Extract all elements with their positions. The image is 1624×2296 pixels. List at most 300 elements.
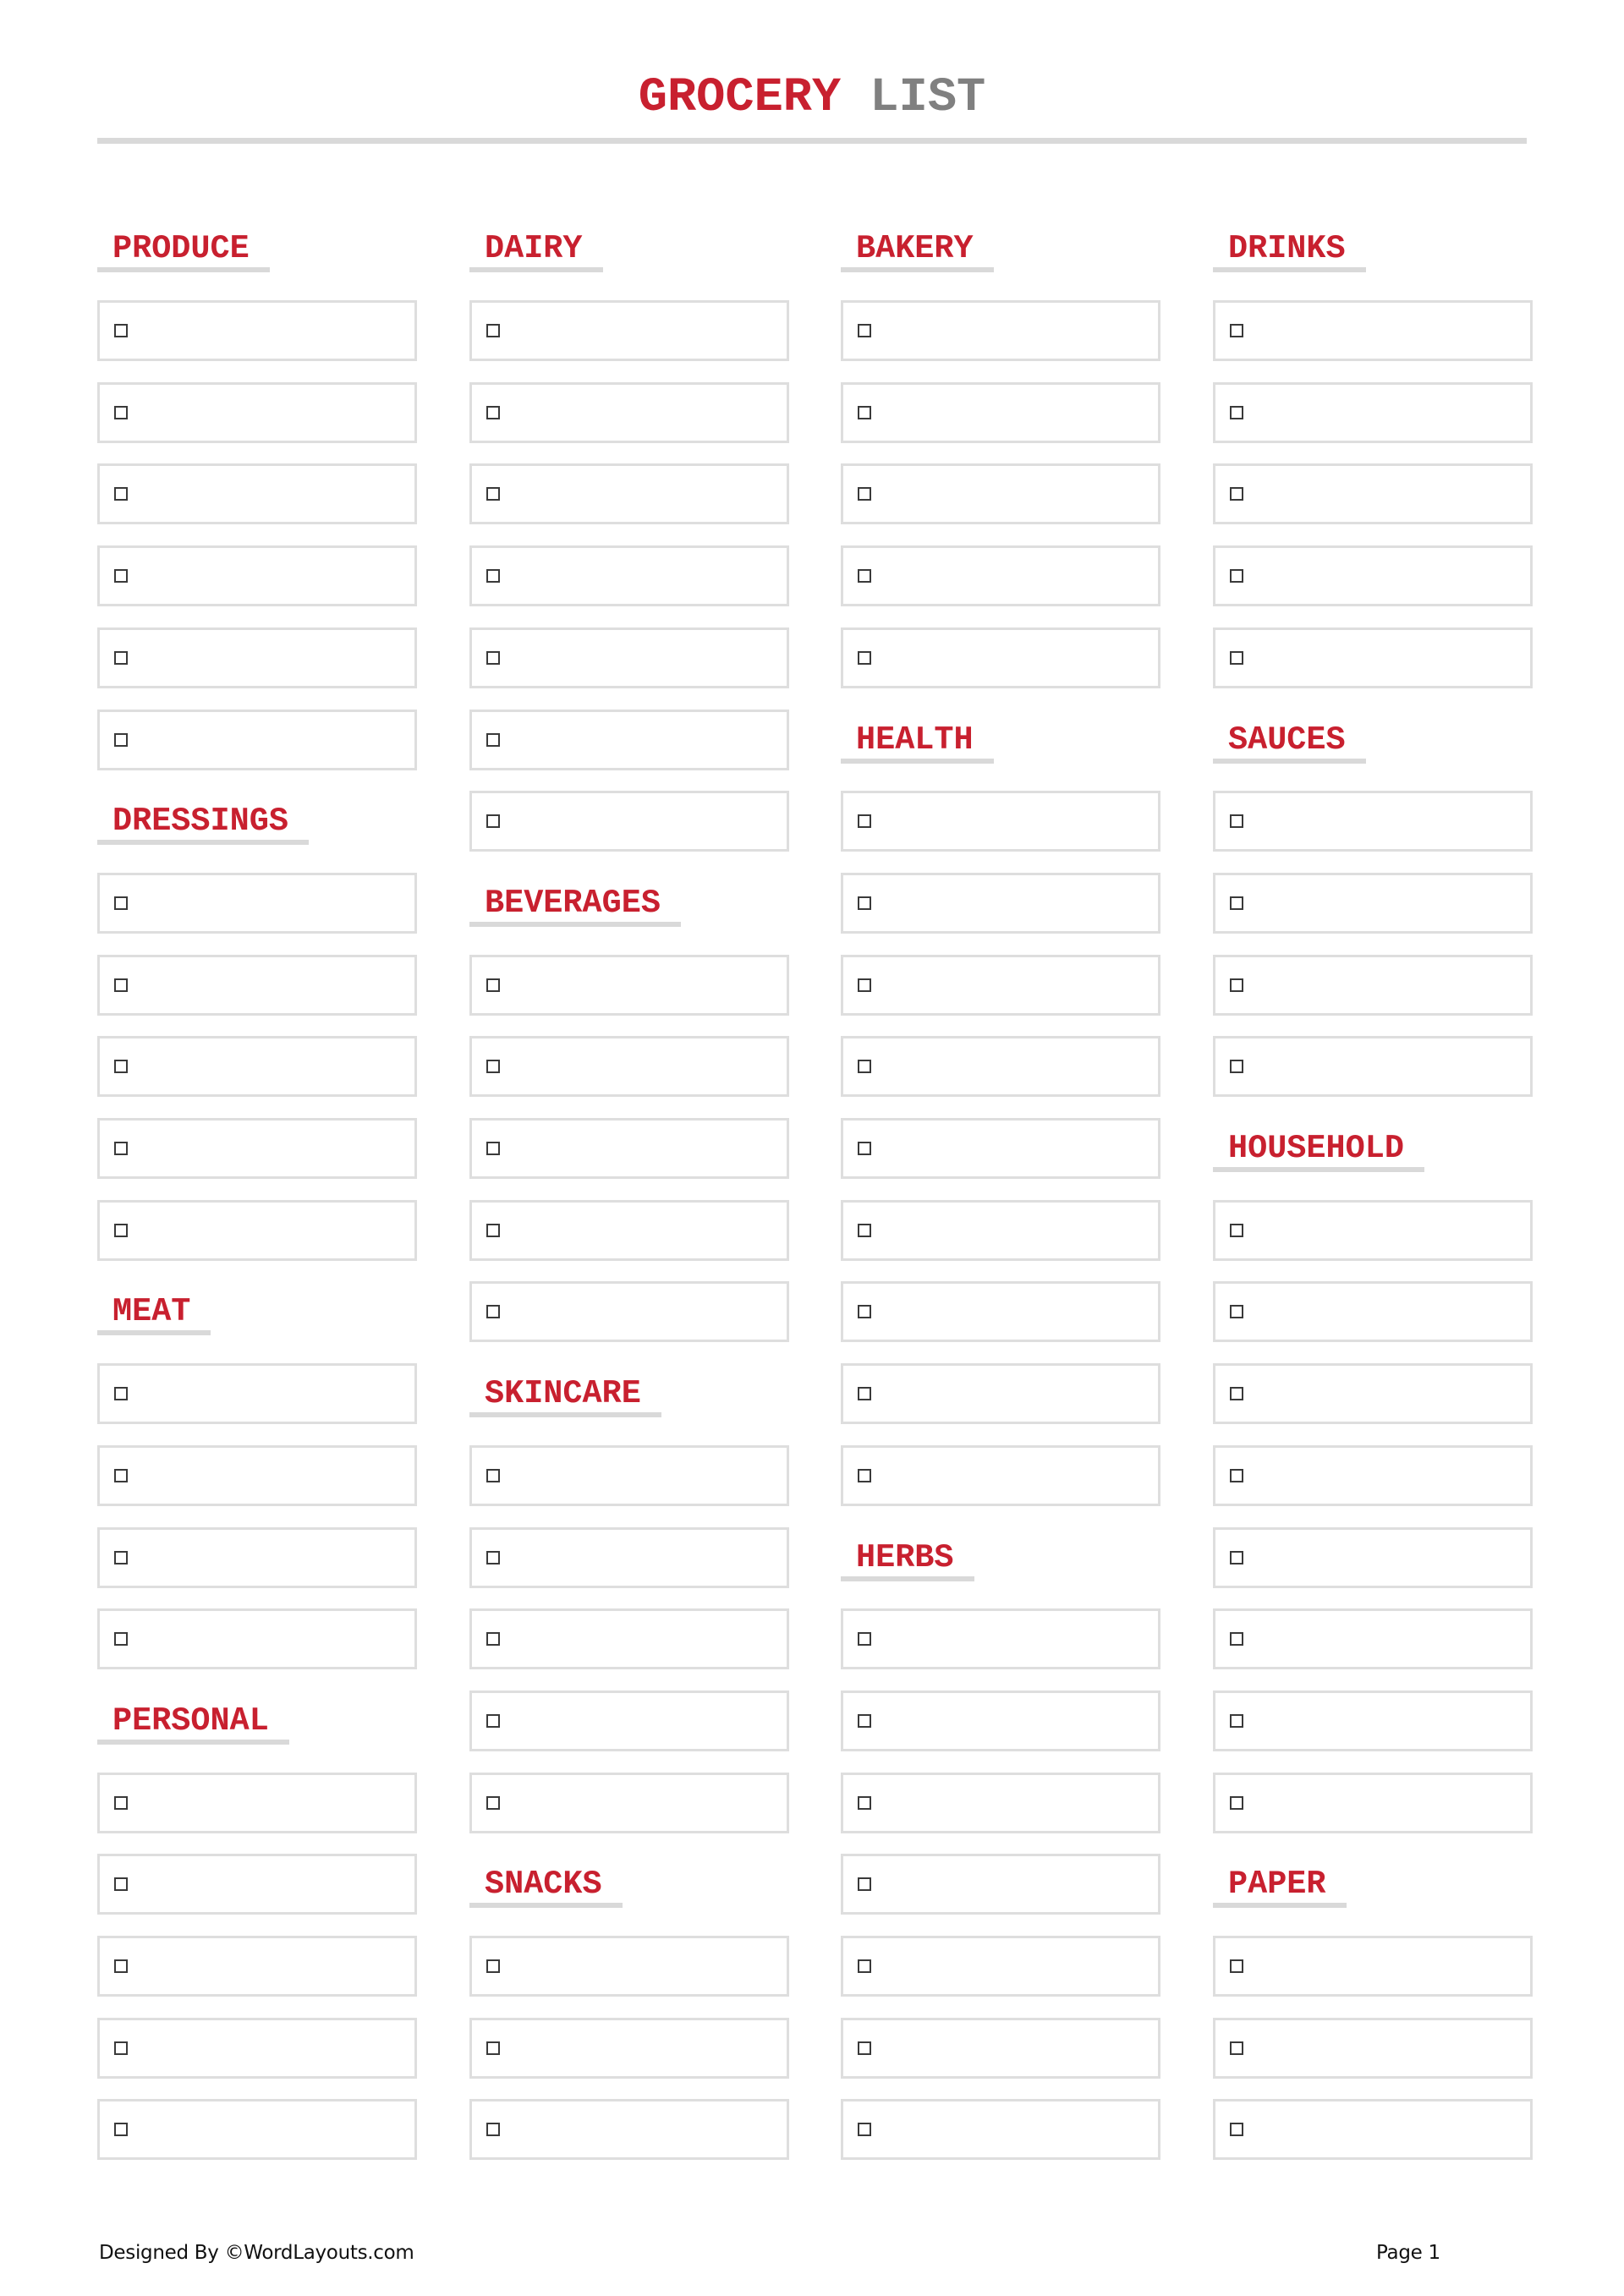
empty-checkbox-icon[interactable] <box>114 406 128 419</box>
list-item-slot <box>97 1936 417 1997</box>
section-heading-label: PRODUCE <box>112 230 250 268</box>
list-item-slot <box>469 627 789 688</box>
item-text[interactable] <box>514 957 776 1013</box>
item-text[interactable] <box>142 548 404 604</box>
item-text[interactable] <box>886 466 1148 522</box>
empty-checkbox-icon[interactable] <box>1230 814 1243 828</box>
snacks-item-field[interactable] <box>469 2018 789 2079</box>
empty-checkbox-icon[interactable] <box>114 569 128 583</box>
bakery-item-field[interactable] <box>841 545 1160 606</box>
dairy-item-field[interactable] <box>469 300 789 361</box>
item-text[interactable] <box>514 466 776 522</box>
empty-checkbox-icon[interactable] <box>1230 1959 1243 1973</box>
dressings-item-field[interactable] <box>97 955 417 1016</box>
empty-checkbox-icon[interactable] <box>1230 1305 1243 1318</box>
empty-checkbox-icon[interactable] <box>486 651 500 665</box>
list-item-slot <box>841 627 1160 688</box>
section-snacks <box>469 1854 789 1915</box>
personal-item-field[interactable] <box>97 2099 417 2160</box>
item-text[interactable] <box>1258 2101 1520 2157</box>
list-item-slot <box>1213 2018 1533 2079</box>
empty-checkbox-icon[interactable] <box>114 324 128 337</box>
empty-checkbox-icon[interactable] <box>114 2123 128 2136</box>
drinks-item-field[interactable] <box>1213 463 1533 524</box>
item-text[interactable] <box>886 1284 1148 1340</box>
item-text[interactable] <box>142 1938 404 1994</box>
item-text[interactable] <box>1258 1203 1520 1258</box>
household-item-field[interactable] <box>1213 1363 1533 1424</box>
section-heading-dairy <box>469 218 603 272</box>
herbs-item-field[interactable] <box>841 1690 1160 1751</box>
dairy-item-field[interactable] <box>469 463 789 524</box>
empty-checkbox-icon[interactable] <box>858 896 871 910</box>
dairy-item-field[interactable] <box>469 791 789 852</box>
item-text[interactable] <box>886 630 1148 686</box>
empty-checkbox-icon[interactable] <box>1230 1551 1243 1564</box>
item-text[interactable] <box>142 385 404 441</box>
item-text[interactable] <box>1258 1284 1520 1340</box>
list-item-slot <box>841 2018 1160 2079</box>
item-text[interactable] <box>142 2020 404 2076</box>
dairy-item-field[interactable] <box>469 545 789 606</box>
item-text[interactable] <box>142 1203 404 1258</box>
empty-checkbox-icon[interactable] <box>858 814 871 828</box>
empty-checkbox-icon[interactable] <box>1230 1469 1243 1482</box>
item-text[interactable] <box>886 1366 1148 1422</box>
section-heading-produce <box>97 218 270 272</box>
item-text[interactable] <box>1258 1693 1520 1749</box>
item-text[interactable] <box>142 1038 404 1094</box>
empty-checkbox-icon[interactable] <box>114 978 128 992</box>
empty-checkbox-icon[interactable] <box>1230 1387 1243 1400</box>
section-heading-label: MEAT <box>112 1293 191 1331</box>
item-text[interactable] <box>886 957 1148 1013</box>
item-text[interactable] <box>1258 1530 1520 1586</box>
empty-checkbox-icon[interactable] <box>858 487 871 501</box>
empty-checkbox-icon[interactable] <box>858 1387 871 1400</box>
empty-checkbox-icon[interactable] <box>1230 406 1243 419</box>
item-text[interactable] <box>886 1121 1148 1176</box>
empty-checkbox-icon[interactable] <box>486 814 500 828</box>
list-item-slot <box>97 2018 417 2079</box>
item-text[interactable] <box>514 385 776 441</box>
empty-checkbox-icon[interactable] <box>486 1305 500 1318</box>
empty-checkbox-icon[interactable] <box>1230 1714 1243 1728</box>
item-text[interactable] <box>142 303 404 359</box>
empty-checkbox-icon[interactable] <box>486 733 500 747</box>
section-drinks <box>1213 218 1533 279</box>
paper-item-field[interactable] <box>1213 2099 1533 2160</box>
sauces-item-field[interactable] <box>1213 1036 1533 1097</box>
item-text[interactable] <box>886 1611 1148 1667</box>
dressings-item-field[interactable] <box>97 1118 417 1179</box>
section-heading-herbs <box>841 1527 974 1581</box>
item-text[interactable] <box>142 712 404 768</box>
empty-checkbox-icon[interactable] <box>114 1224 128 1237</box>
section-health <box>841 710 1160 770</box>
list-item-slot <box>841 1363 1160 1424</box>
list-item-slot <box>1213 955 1533 1016</box>
household-item-field[interactable] <box>1213 1281 1533 1342</box>
item-text[interactable] <box>1258 1938 1520 1994</box>
empty-checkbox-icon[interactable] <box>114 2041 128 2055</box>
empty-checkbox-icon[interactable] <box>114 1796 128 1810</box>
empty-checkbox-icon[interactable] <box>1230 2123 1243 2136</box>
empty-checkbox-icon[interactable] <box>486 2123 500 2136</box>
empty-checkbox-icon[interactable] <box>858 1469 871 1482</box>
item-text[interactable] <box>514 1121 776 1176</box>
empty-checkbox-icon[interactable] <box>1230 1796 1243 1810</box>
item-text[interactable] <box>1258 957 1520 1013</box>
item-text[interactable] <box>142 1856 404 1912</box>
list-item-slot <box>1213 2099 1533 2160</box>
item-text[interactable] <box>886 875 1148 931</box>
skincare-item-field[interactable] <box>469 1445 789 1506</box>
empty-checkbox-icon[interactable] <box>114 1060 128 1073</box>
empty-checkbox-icon[interactable] <box>486 1469 500 1482</box>
meat-item-field[interactable] <box>97 1608 417 1669</box>
section-meat <box>97 1281 417 1342</box>
item-text[interactable] <box>514 303 776 359</box>
empty-checkbox-icon[interactable] <box>114 1142 128 1155</box>
empty-checkbox-icon[interactable] <box>486 1796 500 1810</box>
section-heading-label: HOUSEHOLD <box>1228 1130 1404 1167</box>
health-item-field[interactable] <box>841 955 1160 1016</box>
bakery-item-field[interactable] <box>841 382 1160 443</box>
skincare-item-field[interactable] <box>469 1527 789 1588</box>
produce-item-field[interactable] <box>97 627 417 688</box>
item-text[interactable] <box>514 630 776 686</box>
beverages-item-field[interactable] <box>469 1118 789 1179</box>
list-item-slot <box>841 1854 1160 1915</box>
empty-checkbox-icon[interactable] <box>1230 651 1243 665</box>
empty-checkbox-icon[interactable] <box>1230 978 1243 992</box>
sauces-item-field[interactable] <box>1213 955 1533 1016</box>
list-item-slot <box>841 1773 1160 1833</box>
drinks-item-field[interactable] <box>1213 627 1533 688</box>
list-item-slot <box>1213 545 1533 606</box>
list-item-slot <box>1213 300 1533 361</box>
empty-checkbox-icon[interactable] <box>1230 487 1243 501</box>
list-item-slot <box>469 1773 789 1833</box>
item-text[interactable] <box>142 1530 404 1586</box>
empty-checkbox-icon[interactable] <box>858 1796 871 1810</box>
empty-checkbox-icon[interactable] <box>858 1714 871 1728</box>
herbs-item-field[interactable] <box>841 1936 1160 1997</box>
health-item-field[interactable] <box>841 1036 1160 1097</box>
item-text[interactable] <box>1258 385 1520 441</box>
herbs-item-field[interactable] <box>841 1608 1160 1669</box>
section-heading-label: SNACKS <box>485 1866 602 1904</box>
dressings-item-field[interactable] <box>97 873 417 934</box>
item-text[interactable] <box>514 2020 776 2076</box>
empty-checkbox-icon[interactable] <box>114 1387 128 1400</box>
section-heading-paper <box>1213 1854 1347 1908</box>
health-item-field[interactable] <box>841 873 1160 934</box>
empty-checkbox-icon[interactable] <box>858 1877 871 1891</box>
empty-checkbox-icon[interactable] <box>486 487 500 501</box>
bakery-item-field[interactable] <box>841 463 1160 524</box>
item-text[interactable] <box>886 1038 1148 1094</box>
empty-checkbox-icon[interactable] <box>486 406 500 419</box>
dressings-item-field[interactable] <box>97 1036 417 1097</box>
paper-item-field[interactable] <box>1213 1936 1533 1997</box>
produce-item-field[interactable] <box>97 382 417 443</box>
item-text[interactable] <box>1258 630 1520 686</box>
list-item-slot <box>97 1363 417 1424</box>
item-text[interactable] <box>1258 548 1520 604</box>
item-text[interactable] <box>886 1448 1148 1504</box>
list-item-slot <box>841 545 1160 606</box>
empty-checkbox-icon[interactable] <box>858 1632 871 1646</box>
personal-item-field[interactable] <box>97 1773 417 1833</box>
empty-checkbox-icon[interactable] <box>858 406 871 419</box>
household-item-field[interactable] <box>1213 1608 1533 1669</box>
empty-checkbox-icon[interactable] <box>486 1060 500 1073</box>
beverages-item-field[interactable] <box>469 1281 789 1342</box>
item-text[interactable] <box>514 1530 776 1586</box>
item-text[interactable] <box>514 1775 776 1831</box>
list-item-slot <box>97 463 417 524</box>
empty-checkbox-icon[interactable] <box>1230 2041 1243 2055</box>
empty-checkbox-icon[interactable] <box>114 733 128 747</box>
item-text[interactable] <box>1258 875 1520 931</box>
item-text[interactable] <box>886 1693 1148 1749</box>
list-item-slot <box>469 1445 789 1506</box>
household-item-field[interactable] <box>1213 1200 1533 1261</box>
empty-checkbox-icon[interactable] <box>1230 1224 1243 1237</box>
item-text[interactable] <box>1258 303 1520 359</box>
empty-checkbox-icon[interactable] <box>486 978 500 992</box>
health-item-field[interactable] <box>841 791 1160 852</box>
item-text[interactable] <box>514 1693 776 1749</box>
herbs-item-field[interactable] <box>841 1773 1160 1833</box>
meat-item-field[interactable] <box>97 1445 417 1506</box>
item-text[interactable] <box>514 1203 776 1258</box>
empty-checkbox-icon[interactable] <box>486 569 500 583</box>
list-item-slot <box>1213 627 1533 688</box>
section-bakery <box>841 218 1160 279</box>
list-item-slot <box>97 300 417 361</box>
item-text[interactable] <box>1258 2020 1520 2076</box>
list-item-slot <box>841 1036 1160 1097</box>
list-item-slot <box>97 1608 417 1669</box>
item-text[interactable] <box>1258 466 1520 522</box>
health-item-field[interactable] <box>841 1281 1160 1342</box>
list-item-slot <box>469 545 789 606</box>
empty-checkbox-icon[interactable] <box>1230 569 1243 583</box>
empty-checkbox-icon[interactable] <box>1230 1060 1243 1073</box>
produce-item-field[interactable] <box>97 710 417 770</box>
title-word-list: LIST <box>870 71 986 125</box>
skincare-item-field[interactable] <box>469 1608 789 1669</box>
drinks-item-field[interactable] <box>1213 545 1533 606</box>
item-text[interactable] <box>142 875 404 931</box>
bakery-item-field[interactable] <box>841 627 1160 688</box>
section-heading-drinks <box>1213 218 1366 272</box>
item-text[interactable] <box>886 548 1148 604</box>
produce-item-field[interactable] <box>97 300 417 361</box>
produce-item-field[interactable] <box>97 545 417 606</box>
item-text[interactable] <box>886 793 1148 849</box>
herbs-item-field[interactable] <box>841 1854 1160 1915</box>
beverages-item-field[interactable] <box>469 955 789 1016</box>
snacks-item-field[interactable] <box>469 2099 789 2160</box>
empty-checkbox-icon[interactable] <box>114 1877 128 1891</box>
item-text[interactable] <box>514 712 776 768</box>
health-item-field[interactable] <box>841 1118 1160 1179</box>
produce-item-field[interactable] <box>97 463 417 524</box>
empty-checkbox-icon[interactable] <box>486 1714 500 1728</box>
empty-checkbox-icon[interactable] <box>858 1224 871 1237</box>
health-item-field[interactable] <box>841 1200 1160 1261</box>
item-text[interactable] <box>514 1448 776 1504</box>
empty-checkbox-icon[interactable] <box>858 569 871 583</box>
list-item-slot <box>469 1936 789 1997</box>
dressings-item-field[interactable] <box>97 1200 417 1261</box>
health-item-field[interactable] <box>841 1363 1160 1424</box>
empty-checkbox-icon[interactable] <box>1230 896 1243 910</box>
item-text[interactable] <box>1258 1366 1520 1422</box>
list-item-slot <box>841 1936 1160 1997</box>
item-text[interactable] <box>886 1203 1148 1258</box>
list-item-slot <box>97 1773 417 1833</box>
item-text[interactable] <box>886 1775 1148 1831</box>
item-text[interactable] <box>886 1856 1148 1912</box>
beverages-item-field[interactable] <box>469 1200 789 1261</box>
personal-item-field[interactable] <box>97 1936 417 1997</box>
item-text[interactable] <box>514 1938 776 1994</box>
empty-checkbox-icon[interactable] <box>486 1632 500 1646</box>
empty-checkbox-icon[interactable] <box>114 487 128 501</box>
item-text[interactable] <box>514 548 776 604</box>
item-text[interactable] <box>142 1448 404 1504</box>
list-item-slot <box>469 463 789 524</box>
item-text[interactable] <box>886 2020 1148 2076</box>
meat-item-field[interactable] <box>97 1527 417 1588</box>
section-beverages <box>469 873 789 934</box>
item-text[interactable] <box>1258 1038 1520 1094</box>
item-text[interactable] <box>142 1366 404 1422</box>
meat-item-field[interactable] <box>97 1363 417 1424</box>
item-text[interactable] <box>514 1284 776 1340</box>
sauces-item-field[interactable] <box>1213 873 1533 934</box>
item-text[interactable] <box>886 385 1148 441</box>
empty-checkbox-icon[interactable] <box>114 1551 128 1564</box>
item-text[interactable] <box>1258 1611 1520 1667</box>
item-text[interactable] <box>514 1611 776 1667</box>
herbs-item-field[interactable] <box>841 2018 1160 2079</box>
footer-page-number: Page 1 <box>1376 2242 1440 2264</box>
empty-checkbox-icon[interactable] <box>858 978 871 992</box>
herbs-item-field[interactable] <box>841 2099 1160 2160</box>
item-text[interactable] <box>1258 1775 1520 1831</box>
empty-checkbox-icon[interactable] <box>486 1551 500 1564</box>
beverages-item-field[interactable] <box>469 1036 789 1097</box>
empty-checkbox-icon[interactable] <box>114 651 128 665</box>
item-text[interactable] <box>142 630 404 686</box>
item-text[interactable] <box>1258 793 1520 849</box>
empty-checkbox-icon[interactable] <box>1230 1632 1243 1646</box>
personal-item-field[interactable] <box>97 1854 417 1915</box>
bakery-item-field[interactable] <box>841 300 1160 361</box>
empty-checkbox-icon[interactable] <box>486 2041 500 2055</box>
item-text[interactable] <box>1258 1448 1520 1504</box>
empty-checkbox-icon[interactable] <box>114 896 128 910</box>
health-item-field[interactable] <box>841 1445 1160 1506</box>
empty-checkbox-icon[interactable] <box>114 1632 128 1646</box>
skincare-item-field[interactable] <box>469 1773 789 1833</box>
empty-checkbox-icon[interactable] <box>114 1959 128 1973</box>
category-column-1 <box>97 0 417 2296</box>
item-text[interactable] <box>142 1611 404 1667</box>
item-text[interactable] <box>142 957 404 1013</box>
item-text[interactable] <box>142 1775 404 1831</box>
list-item-slot <box>469 710 789 770</box>
empty-checkbox-icon[interactable] <box>114 1469 128 1482</box>
drinks-item-field[interactable] <box>1213 382 1533 443</box>
section-heading-label: DRINKS <box>1228 230 1346 268</box>
household-item-field[interactable] <box>1213 1445 1533 1506</box>
household-item-field[interactable] <box>1213 1527 1533 1588</box>
empty-checkbox-icon[interactable] <box>486 1142 500 1155</box>
item-text[interactable] <box>142 466 404 522</box>
item-text[interactable] <box>886 2101 1148 2157</box>
empty-checkbox-icon[interactable] <box>858 1060 871 1073</box>
skincare-item-field[interactable] <box>469 1690 789 1751</box>
sauces-item-field[interactable] <box>1213 791 1533 852</box>
list-item-slot <box>841 300 1160 361</box>
paper-item-field[interactable] <box>1213 2018 1533 2079</box>
item-text[interactable] <box>142 2101 404 2157</box>
section-heading-label: PERSONAL <box>112 1701 269 1740</box>
drinks-item-field[interactable] <box>1213 300 1533 361</box>
empty-checkbox-icon[interactable] <box>486 324 500 337</box>
item-text[interactable] <box>514 1038 776 1094</box>
empty-checkbox-icon[interactable] <box>858 2041 871 2055</box>
dairy-item-field[interactable] <box>469 710 789 770</box>
empty-checkbox-icon[interactable] <box>858 1305 871 1318</box>
item-text[interactable] <box>514 2101 776 2157</box>
empty-checkbox-icon[interactable] <box>858 1142 871 1155</box>
empty-checkbox-icon[interactable] <box>858 1959 871 1973</box>
empty-checkbox-icon[interactable] <box>858 324 871 337</box>
household-item-field[interactable] <box>1213 1773 1533 1833</box>
list-item-slot <box>469 955 789 1016</box>
empty-checkbox-icon[interactable] <box>858 2123 871 2136</box>
list-item-slot <box>97 2099 417 2160</box>
item-text[interactable] <box>142 1121 404 1176</box>
empty-checkbox-icon[interactable] <box>486 1959 500 1973</box>
section-dressings <box>97 791 417 852</box>
empty-checkbox-icon[interactable] <box>858 651 871 665</box>
item-text[interactable] <box>514 793 776 849</box>
personal-item-field[interactable] <box>97 2018 417 2079</box>
section-sauces <box>1213 710 1533 770</box>
item-text[interactable] <box>886 1938 1148 1994</box>
household-item-field[interactable] <box>1213 1690 1533 1751</box>
snacks-item-field[interactable] <box>469 1936 789 1997</box>
section-heading-label: HERBS <box>856 1538 954 1576</box>
empty-checkbox-icon[interactable] <box>486 1224 500 1237</box>
item-text[interactable] <box>886 303 1148 359</box>
section-heading-label: BEVERAGES <box>485 884 661 922</box>
empty-checkbox-icon[interactable] <box>1230 324 1243 337</box>
section-household <box>1213 1118 1533 1179</box>
dairy-item-field[interactable] <box>469 627 789 688</box>
list-item-slot <box>841 873 1160 934</box>
dairy-item-field[interactable] <box>469 382 789 443</box>
